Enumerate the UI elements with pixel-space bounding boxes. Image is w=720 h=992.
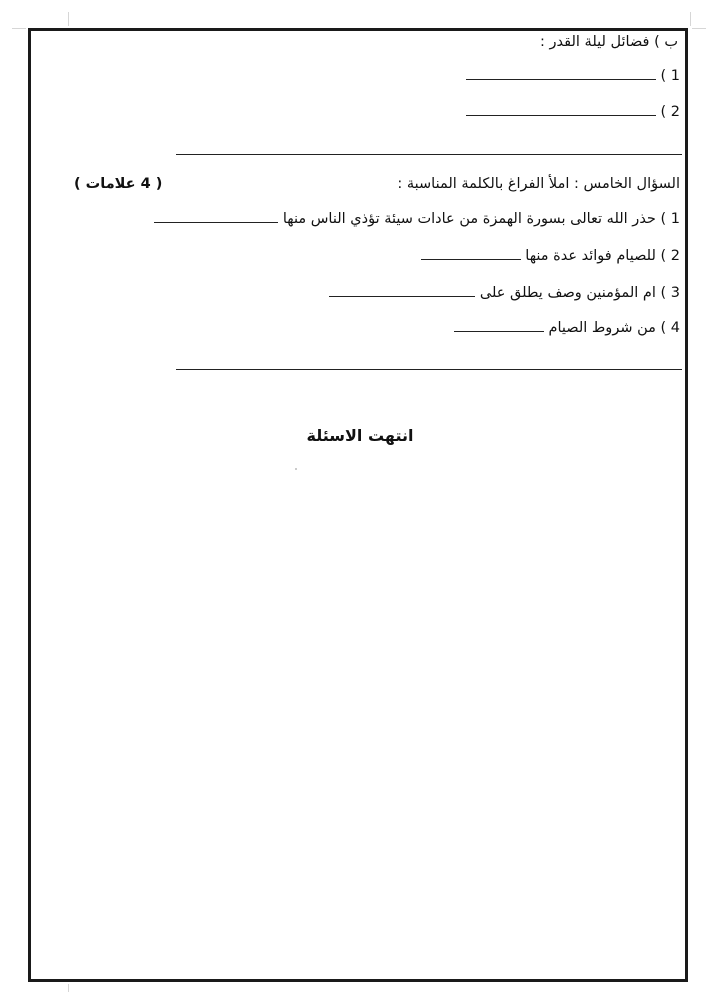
question-item-text: 3 ) ام المؤمنين وصف يطلق على bbox=[479, 285, 680, 301]
section-b-heading-text: ب ) فضائل ليلة القدر : bbox=[540, 34, 678, 50]
section-divider bbox=[176, 154, 682, 155]
section-b-heading bbox=[540, 31, 678, 53]
crop-mark-top-left bbox=[68, 12, 69, 26]
question-5-item-1 bbox=[154, 208, 680, 230]
question-item-text: 4 ) من شروط الصيام bbox=[548, 320, 680, 336]
section-b-item-2 bbox=[466, 101, 680, 123]
crop-mark-bottom-left bbox=[68, 984, 69, 992]
scan-speck bbox=[295, 468, 297, 470]
question-5-item-4 bbox=[454, 317, 680, 339]
section-b-item-number: 1 ) bbox=[660, 68, 680, 84]
answer-blank[interactable] bbox=[466, 101, 656, 116]
question-5-heading bbox=[397, 173, 680, 195]
crop-mark-right-top bbox=[692, 28, 706, 29]
question-item-text: 1 ) حذر الله تعالى بسورة الهمزة من عادات سيئة تؤذي الناس منها bbox=[282, 211, 680, 227]
section-b-item-number: 2 ) bbox=[660, 104, 680, 120]
question-5-marks: ( 4 علامات ) bbox=[74, 176, 163, 192]
answer-blank[interactable] bbox=[454, 317, 544, 332]
section-b-item-1 bbox=[466, 65, 680, 87]
answer-blank[interactable] bbox=[466, 65, 656, 80]
crop-mark-left-top bbox=[12, 28, 26, 29]
question-5-item-2 bbox=[421, 245, 680, 267]
answer-blank[interactable] bbox=[329, 282, 475, 297]
end-of-questions: انتهت الاسئلة bbox=[306, 426, 414, 445]
question-item-text: 2 ) للصيام فوائد عدة منها bbox=[525, 248, 680, 264]
answer-blank[interactable] bbox=[421, 245, 521, 260]
section-divider bbox=[176, 369, 682, 370]
question-5-item-3 bbox=[329, 282, 680, 304]
answer-blank[interactable] bbox=[154, 208, 278, 223]
page-frame bbox=[28, 28, 688, 982]
crop-mark-top-right bbox=[690, 12, 691, 26]
question-5-heading-text: السؤال الخامس : املأ الفراغ بالكلمة المناسبة : bbox=[397, 176, 680, 192]
